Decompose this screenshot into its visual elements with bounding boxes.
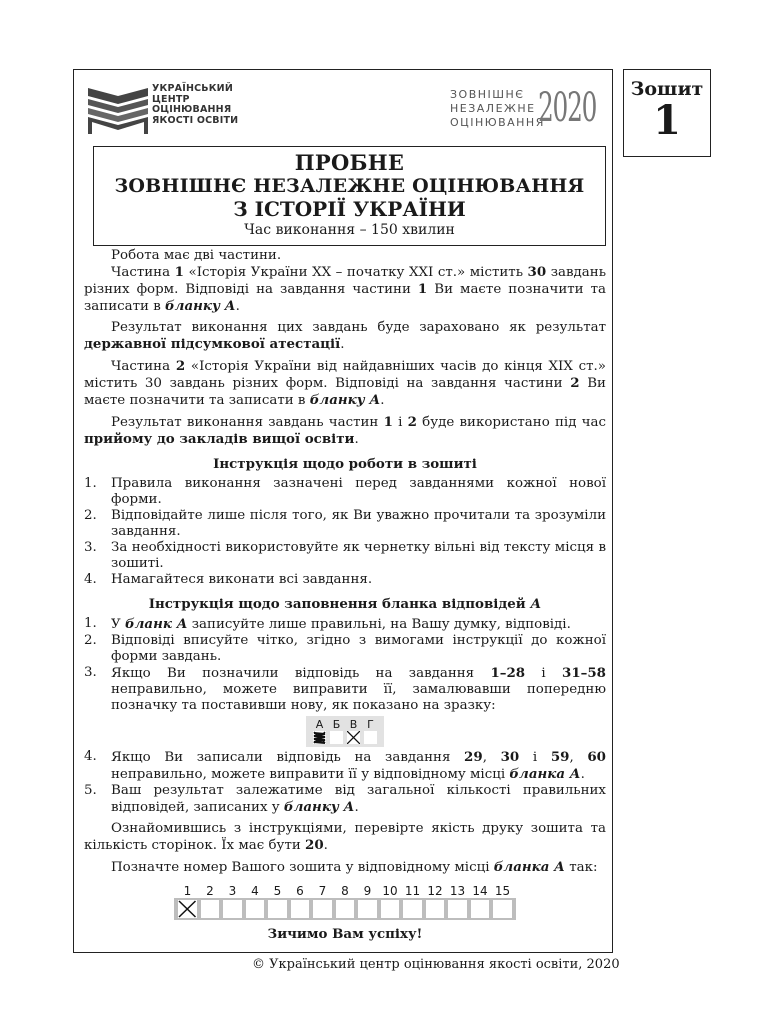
- notebook-number: 1: [653, 97, 681, 144]
- grid-cell: [381, 900, 400, 918]
- grid-number-label: 2: [206, 884, 214, 898]
- grid-number-label: 11: [404, 884, 421, 898]
- grid-number-label: 4: [251, 884, 259, 898]
- sample-letter: В: [349, 718, 358, 731]
- copyright: © Український центр оцінювання якості освіти, 2020: [252, 957, 620, 972]
- grid-number-label: 6: [296, 884, 304, 898]
- title-line-2: ЗОВНІШНЄ НЕЗАЛЕЖНЕ ОЦІНЮВАННЯ: [114, 175, 585, 197]
- grid-number-label: 7: [318, 884, 327, 898]
- list-item: 4. Намагайтеся виконати всі завдання.: [84, 572, 373, 587]
- title-line-1: ПРОБНЕ: [294, 150, 405, 175]
- grid-cell: [246, 900, 265, 918]
- grid-cell: [403, 900, 422, 918]
- grid-number-label: 14: [472, 884, 488, 898]
- ucoz-logo-text: УКРАЇНСЬКИЙ ЦЕНТР ОЦІНЮВАННЯ ЯКОСТІ ОСВІТИ: [152, 83, 239, 126]
- title-subject: З ІСТОРІЇ УКРАЇНИ: [233, 197, 466, 221]
- title-duration: Час виконання – 150 хвилин: [244, 222, 455, 238]
- grid-cell: [426, 900, 445, 918]
- list-item: 3. За необхідності використовуйте як чернетку вільні від тексту місця в зошиті.: [84, 540, 606, 571]
- grid-number-label: 15: [494, 884, 511, 898]
- sample-cell-scribbled: [313, 731, 326, 744]
- grid-number-label: 5: [273, 884, 282, 898]
- blank-instructions-heading: Інструкція щодо заповнення бланка відповідей А: [148, 596, 542, 612]
- grid-cell: [313, 900, 332, 918]
- zno-logo-year: 2020: [538, 85, 597, 131]
- sample-letter: Б: [332, 718, 341, 731]
- grid-number-label: 8: [341, 884, 349, 898]
- grid-cell: [358, 900, 377, 918]
- sample-letter: А: [315, 718, 324, 731]
- list-item: 4. Якщо Ви записали відповідь на завдання 29, 30 і 59, 60 неправильно, можете виправити її у відповідному місці бланка А.: [84, 749, 606, 782]
- title-box: [93, 146, 606, 246]
- grid-number-label: 12: [427, 884, 443, 898]
- notebook-instructions-heading: Інструкція щодо роботи в зошиті: [213, 456, 477, 472]
- blank-instructions-list-continued: [84, 749, 606, 816]
- intro-paragraph: Результат виконання цих завдань буде зараховано як результат державної підсумкової атестації.: [84, 320, 606, 352]
- grid-cell: [336, 900, 355, 918]
- correction-sample: [84, 716, 606, 747]
- list-item: 1. У бланк А записуйте лише правильні, на Вашу думку, відповіді.: [84, 616, 571, 632]
- grid-cells: [174, 898, 516, 920]
- list-item: 3. Якщо Ви позначили відповідь на завдання 1–28 і 31–58 неправильно, можете виправити її, замалювавши попередню позначку та поставивши нову, як показано на зразку:: [84, 665, 606, 713]
- instructions-body: [84, 248, 606, 942]
- list-item: 1. Правила виконання зазначені перед завданнями кожної нової форми.: [84, 476, 606, 507]
- notebook-number-grid: [84, 884, 606, 920]
- intro-paragraph: Частина 1 «Історія України ХХ – початку XXI ст.» містить 30 завдань різних форм. Відповіді на завдання частини 1 Ви маєте позначити та записати в бланку А.: [84, 264, 606, 314]
- sample-letter: Г: [367, 718, 374, 731]
- intro-paragraph: Робота має дві частини.: [111, 248, 282, 263]
- good-luck-text: Зичимо Вам успіху!: [267, 926, 423, 942]
- sample-cell-empty: [364, 731, 377, 744]
- notebook-number-box: [623, 69, 711, 157]
- grid-number-label: 13: [449, 884, 466, 898]
- grid-cell: [471, 900, 490, 918]
- grid-cell: [291, 900, 310, 918]
- closing-paragraph: Позначте номер Вашого зошита у відповідному місці бланка А так:: [111, 859, 598, 875]
- grid-numbers: [176, 884, 514, 898]
- blank-instructions-list: [84, 616, 606, 714]
- list-item: 2. Відповіді вписуйте чітко, згідно з вимогами інструкції до кожної форми завдань.: [84, 633, 606, 664]
- notebook-instructions-list: [84, 476, 606, 588]
- cross-mark-icon: [178, 900, 197, 918]
- grid-number-label: 9: [363, 884, 372, 898]
- grid-cell: [178, 900, 197, 918]
- grid-cell: [223, 900, 242, 918]
- list-item: 5. Ваш результат залежатиме від загальної кількості правильних відповідей, записаних у бланку А.: [84, 783, 606, 815]
- grid-cell: [201, 900, 220, 918]
- list-item: 2. Відповідайте лише після того, як Ви уважно прочитали та зрозуміли завдання.: [84, 508, 606, 539]
- sample-cell-marked: [347, 731, 360, 744]
- grid-number-label: 1: [183, 884, 192, 898]
- cross-mark-icon: [347, 731, 360, 744]
- sample-cell-empty: [330, 731, 343, 744]
- intro-paragraph: Частина 2 «Історія України від найдавніших часів до кінця ХІХ ст.» містить 30 завдань різних форм. Відповіді на завдання частини 2 Ви маєте позначити та записати в бланку А.: [84, 358, 606, 408]
- grid-cell: [493, 900, 512, 918]
- closing-paragraph: Ознайомившись з інструкціями, перевірте якість друку зошита та кількість сторінок. Їх має бути 20.: [84, 821, 606, 853]
- grid-cell: [448, 900, 467, 918]
- notebook-label: Зошит: [630, 78, 704, 100]
- intro-paragraph: Результат виконання завдань частин 1 і 2 буде використано під час прийому до закладів вищої освіти.: [84, 414, 607, 447]
- zno-logo-text: ЗОВНІШНЄ НЕЗАЛЕЖНЕ ОЦІНЮВАННЯ: [450, 88, 545, 129]
- scribble-icon: [313, 731, 326, 744]
- grid-number-label: 10: [382, 884, 398, 898]
- grid-cell: [268, 900, 287, 918]
- grid-number-label: 3: [228, 884, 237, 898]
